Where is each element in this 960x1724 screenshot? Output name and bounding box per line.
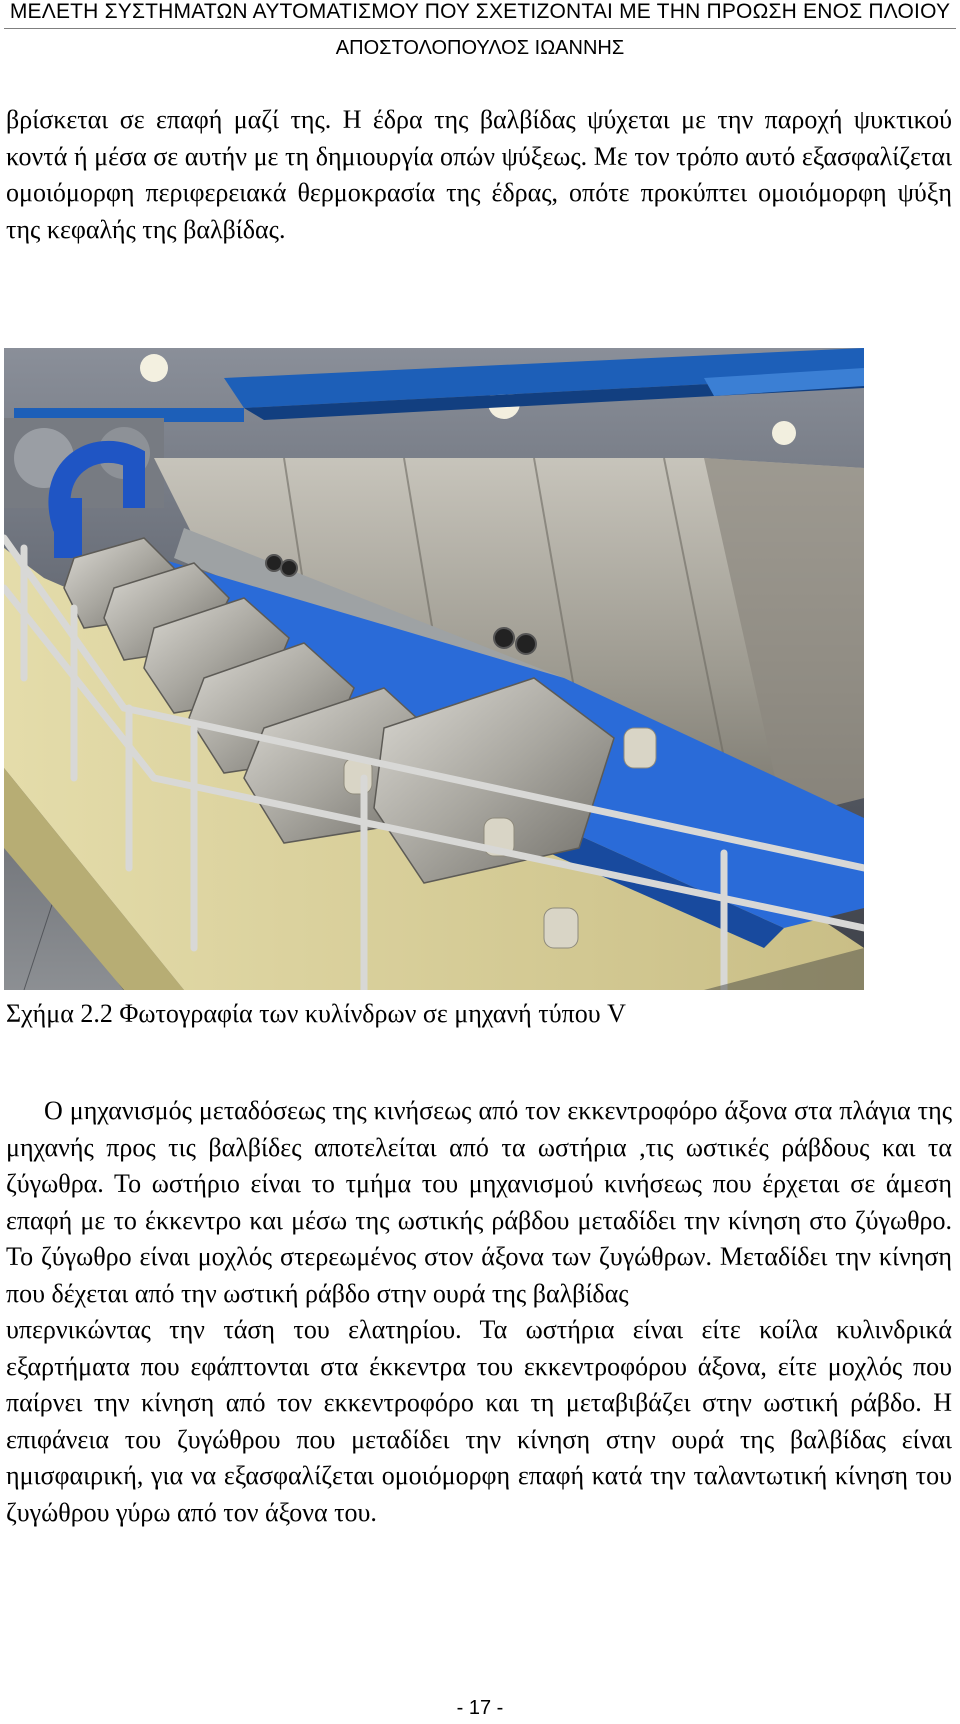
body-paragraph-2 [6,1093,952,1531]
running-header-title: ΜΕΛΕΤΗ ΣΥΣΤΗΜΑΤΩΝ ΑΥΤΟΜΑΤΙΣΜΟΥ ΠΟΥ ΣΧΕΤΙΖΟΝΤΑΙ ΜΕ ΤΗΝ ΠΡΟΩΣΗ ΕΝΟΣ ΠΛΟΙΟΥ [9,0,951,23]
body-paragraph-2-part-a: Ο μηχανισμός μεταδόσεως της κινήσεως από τον εκκεντροφόρο άξονα στα πλάγια της μηχανής προς τις βαλβίδες αποτελείται από τα ωστήρια ,τις ωστικές ράβδους και τα ζύγωθρα. Το ωστήριο είναι το τμήμα του μηχανισμού κινήσεως που έρχεται σε άμεση επαφή με το έκκεντρο και μέσω της ωστικής ράβδου μεταδίδει την κίνηση στο ζύγωθρο. Το ζύγωθρο είναι μοχλός στερεωμένος στον άξονα των ζυγώθρων. Μεταδίδει την κίνηση που δέχεται από την ωστική ράβδο στην ουρά της βαλβίδας [6,1096,952,1308]
page-number: - 17 - [456,1697,504,1719]
running-header-author: ΑΠΟΣΤΟΛΟΠΟΥΛΟΣ ΙΩΑΝΝΗΣ [335,37,625,59]
header-divider [4,28,956,29]
body-paragraph-1: βρίσκεται σε επαφή μαζί της. Η έδρα της βαλβίδας ψύχεται με την παροχή ψυκτικού κοντά ή μέσα σε αυτήν με τη δημιουργία οπών ψύξεως. Με τον τρόπο αυτό εξασφαλίζεται ομοιόμορφη περιφερειακά θερμοκρασία της έδρας, οπότε προκύπτει ομοιόμορφη ψύξη της κεφαλής της βαλβίδας. [6,105,952,244]
engine-cylinders-photo [4,348,864,990]
figure-caption: Σχήμα 2.2 Φωτογραφία των κυλίνδρων σε μηχανή τύπου V [6,999,626,1028]
body-paragraph-2-part-b: υπερνικώντας την τάση του ελατηρίου. Τα ωστήρια είναι είτε κοίλα κυλινδρικά εξαρτήματα που εφάπτονται στα έκκεντρα του εκκεντροφόρου άξονα, είτε μοχλός που παίρνει την κίνηση από τον εκκεντροφόρο και τη μεταβιβάζει στην ωστική ράβδο. Η επιφάνεια του ζυγώθρου που μεταδίδει την κίνηση στην ουρά της βαλβίδας είναι ημισφαιρική, για να εξασφαλίζεται ομοιόμορφη επαφή κατά την ταλαντωτική κίνηση του ζυγώθρου γύρω από τον άξονα του. [6,1315,952,1527]
